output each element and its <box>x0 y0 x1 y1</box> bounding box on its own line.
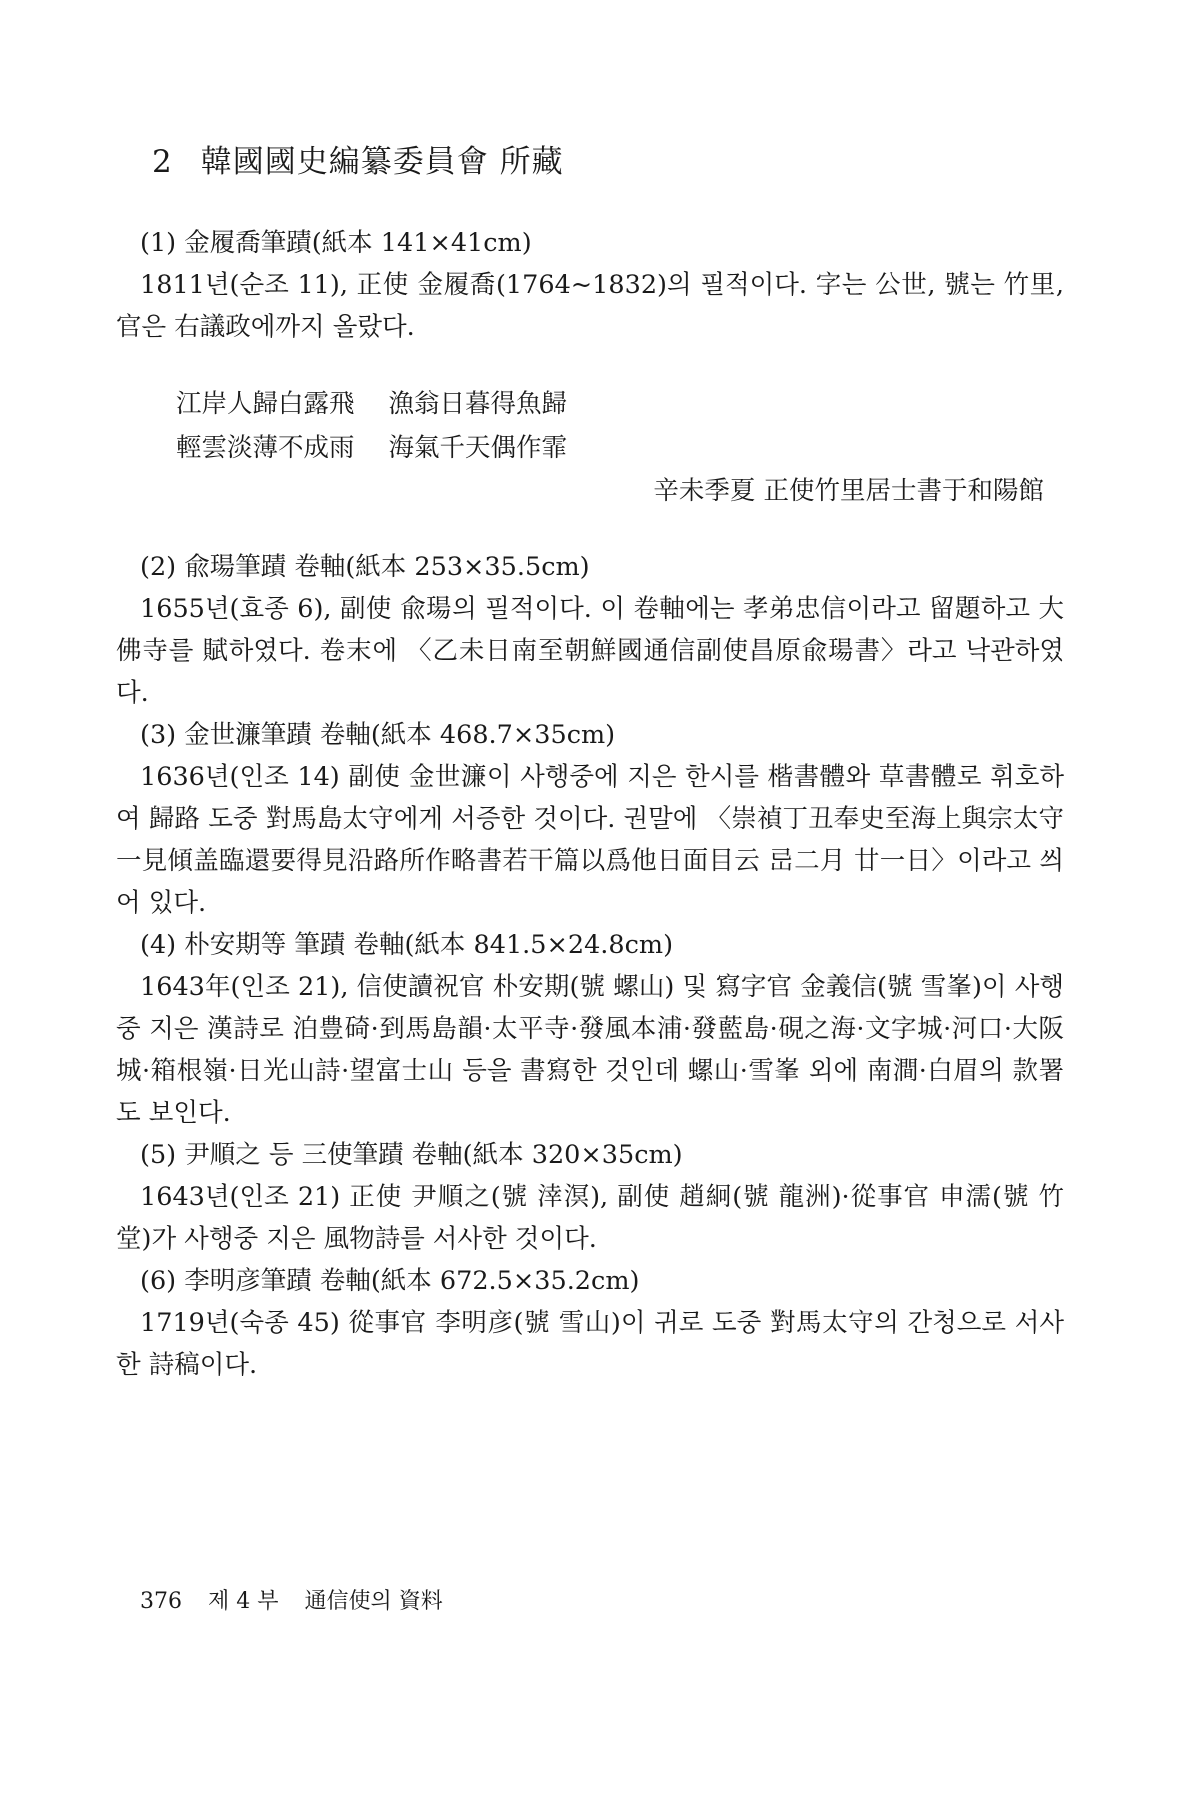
poem-line-2b: 海氣千天偶作霏 <box>388 433 568 463</box>
entry-4 <box>116 924 1064 1134</box>
section-title <box>152 136 564 181</box>
entry-heading: (3) 金世濂筆蹟 卷軸(紙本 468.7×35cm) <box>140 720 616 750</box>
footer-part: 제 4 부 <box>208 1589 279 1614</box>
entry-heading: (2) 兪瑒筆蹟 卷軸(紙本 253×35.5cm) <box>140 552 590 582</box>
poem-signature: 辛未季夏 正使竹里居士書于和陽館 <box>653 476 1044 506</box>
poem-line-2 <box>176 426 1064 470</box>
entry-2 <box>116 546 1064 714</box>
poem-line-1b: 漁翁日暮得魚歸 <box>388 389 568 419</box>
poem <box>176 382 1064 470</box>
poem-line-1 <box>176 382 1064 426</box>
page-footer <box>140 1584 469 1615</box>
entry-body: 1636년(인조 14) 副使 金世濂이 사행중에 지은 한시를 楷書體와 草書體로 휘호하여 歸路 도중 對馬島太守에게 서증한 것이다. 권말에 〈崇禎丁丑奉史至海上與宗太守一見傾盖臨還要得見沿路所作略書若干篇以爲他日面目云 㞯二月 廿一日〉이라고 씌어 있다. <box>116 762 1064 918</box>
section-title-text: 韓國國史編纂委員會 所藏 <box>200 144 564 180</box>
main-content <box>116 222 1064 1386</box>
entry-body: 1643년(인조 21) 正使 尹順之(號 涬溟), 副使 趙絅(號 龍洲)·從事官 申濡(號 竹堂)가 사행중 지은 風物詩를 서사한 것이다. <box>116 1182 1064 1254</box>
poem-line-1a: 江岸人歸白露飛 <box>176 389 355 419</box>
entry-5 <box>116 1134 1064 1260</box>
entry-body: 1811년(순조 11), 正使 金履喬(1764~1832)의 필적이다. 字는 公世, 號는 竹里, 官은 右議政에까지 올랐다. <box>116 270 1064 342</box>
entry-body: 1655년(효종 6), 副使 兪瑒의 필적이다. 이 卷軸에는 孝弟忠信이라고 留題하고 大佛寺를 賦하였다. 卷末에 〈乙未日南至朝鮮國通信副使昌原兪瑒書〉라고 낙관하였다. <box>116 594 1064 708</box>
entry-heading: (5) 尹順之 등 三使筆蹟 卷軸(紙本 320×35cm) <box>140 1140 683 1170</box>
footer-title: 通信使의 資料 <box>304 1589 443 1614</box>
poem-line-2a: 輕雲淡薄不成雨 <box>176 433 355 463</box>
entry-1 <box>116 222 1064 348</box>
entry-heading: (6) 李明彦筆蹟 卷軸(紙本 672.5×35.2cm) <box>140 1266 640 1296</box>
entry-6 <box>116 1260 1064 1386</box>
entry-heading: (1) 金履喬筆蹟(紙本 141×41cm) <box>140 228 532 258</box>
page-number: 376 <box>140 1589 182 1614</box>
entry-body: 1719년(숙종 45) 從事官 李明彦(號 雪山)이 귀로 도중 對馬太守의 간청으로 서사한 詩稿이다. <box>116 1308 1064 1380</box>
entry-body: 1643年(인조 21), 信使讀祝官 朴安期(號 螺山) 및 寫字官 金義信(號 雪峯)이 사행중 지은 漢詩로 泊豊碕·到馬島韻·太平寺·發風本浦·發藍島·硯之海·文字城·河口·大阪城·箱根嶺·日光山詩·望富士山 등을 書寫한 것인데 螺山·雪峯 외에 南澗·白眉의 款署도 보인다. <box>116 972 1064 1128</box>
entry-heading: (4) 朴安期等 筆蹟 卷軸(紙本 841.5×24.8cm) <box>140 930 674 960</box>
section-number: 2 <box>152 144 173 180</box>
entry-3 <box>116 714 1064 924</box>
